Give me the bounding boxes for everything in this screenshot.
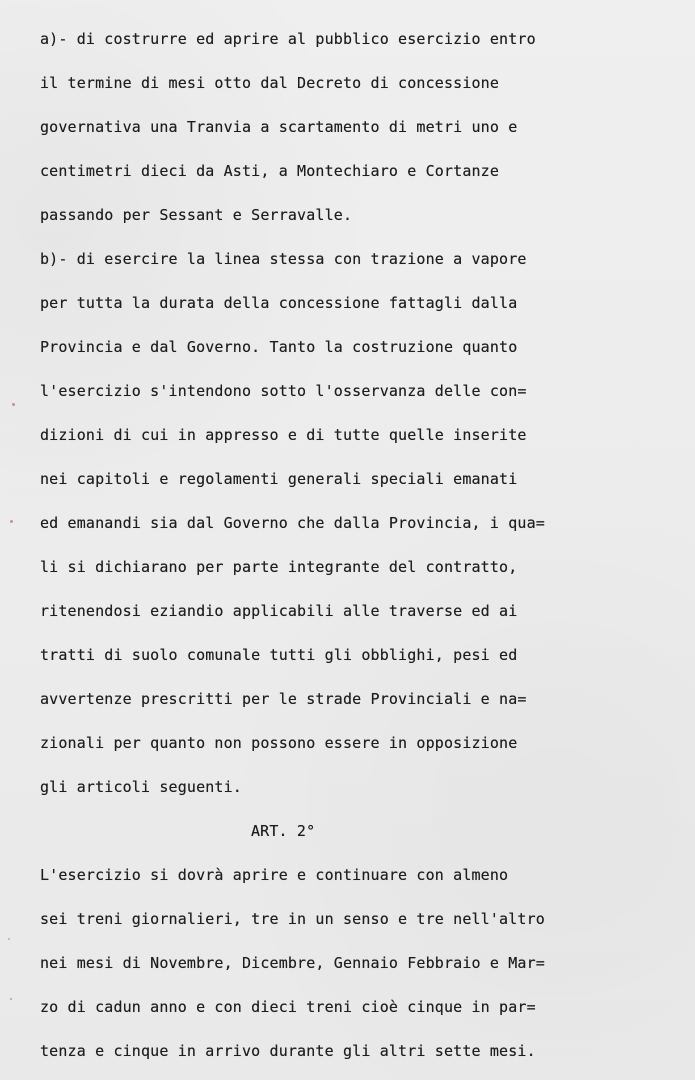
paper-mark (10, 998, 12, 1000)
text-line: passando per Sessant e Serravalle. (40, 206, 353, 224)
text-line: ed emanandi sia dal Governo che dalla Provincia, i qua= (40, 514, 545, 532)
text-line: b)- di esercire la linea stessa con trazione a vapore (40, 250, 527, 268)
article-heading: ART. 2° (251, 822, 316, 840)
text-line: il termine di mesi otto dal Decreto di concessione (40, 74, 500, 92)
text-line: dizioni di cui in appresso e di tutte quelle inserite (40, 426, 527, 444)
text-line: a)- di costrurre ed aprire al pubblico esercizio entro (40, 30, 536, 48)
text-line: tenza e cinque in arrivo durante gli altri sette mesi. (40, 1042, 536, 1060)
paper-mark (12, 403, 15, 406)
text-line: li si dichiarano per parte integrante del contratto, (40, 558, 518, 576)
text-line: tratti di suolo comunale tutti gli obblighi, pesi ed (40, 646, 518, 664)
text-line: l'esercizio s'intendono sotto l'osservanza delle con= (40, 382, 527, 400)
text-line: nei mesi di Novembre, Dicembre, Gennaio Febbraio e Mar= (40, 954, 545, 972)
text-line: centimetri dieci da Asti, a Montechiaro e Cortanze (40, 162, 500, 180)
text-line: L'esercizio si dovrà aprire e continuare con almeno (40, 866, 509, 884)
text-line: nei capitoli e regolamenti generali speciali emanati (40, 470, 518, 488)
text-line: zionali per quanto non possono essere in opposizione (40, 734, 518, 752)
text-line: avvertenze prescritti per le strade Provinciali e na= (40, 690, 527, 708)
text-line: gli articoli seguenti. (40, 778, 242, 796)
text-line: ritenendosi eziandio applicabili alle traverse ed ai (40, 602, 518, 620)
paper-mark (8, 938, 10, 940)
text-line: sei treni giornalieri, tre in un senso e tre nell'altro (40, 910, 545, 928)
text-line: zo di cadun anno e con dieci treni cioè cinque in par= (40, 998, 536, 1016)
text-line: Provincia e dal Governo. Tanto la costruzione quanto (40, 338, 518, 356)
text-line: per tutta la durata della concessione fattagli dalla (40, 294, 518, 312)
text-line: governativa una Tranvia a scartamento di metri uno e (40, 118, 518, 136)
paper-mark (10, 520, 13, 523)
